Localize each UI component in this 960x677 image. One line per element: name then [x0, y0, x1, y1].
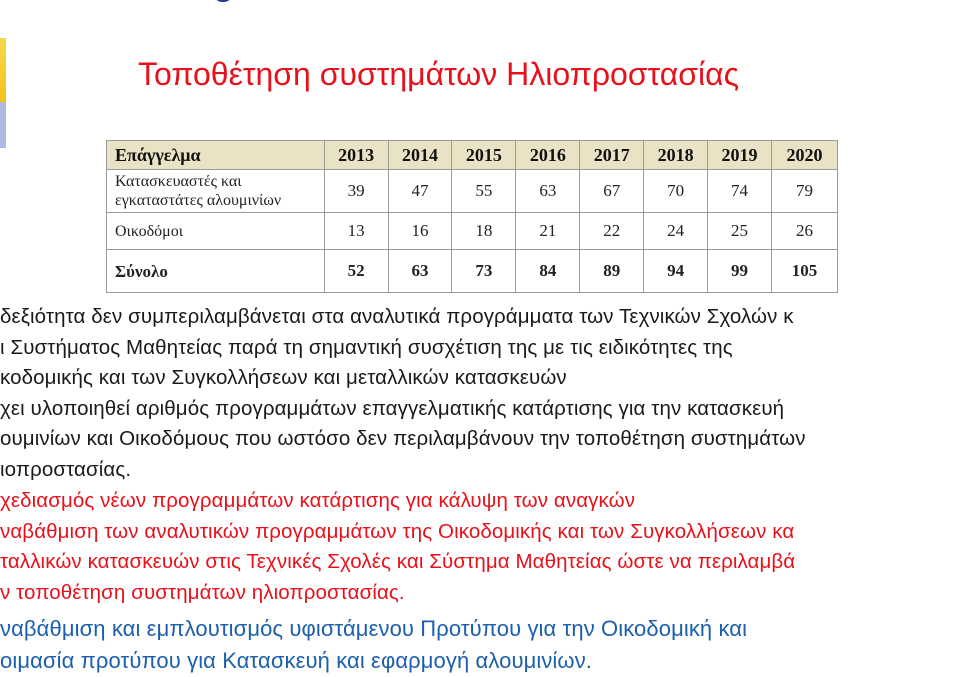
- column-header: 2020: [772, 141, 838, 170]
- text-line: ν τοποθέτηση συστημάτων ηλιοπροστασίας.: [0, 580, 405, 604]
- row-label: Σύνολο: [107, 250, 325, 293]
- table-cell: 99: [708, 250, 772, 293]
- data-table: [106, 140, 838, 293]
- text-line: ναβάθμιση των αναλυτικών προγραμμάτων της Οικοδομικής και των Συγκολλήσεων κα: [0, 519, 795, 543]
- text-line: ι Συστήματος Μαθητείας παρά τη σημαντική συσχέτιση της με τις ειδικότητες της: [0, 335, 733, 359]
- table-cell: 55: [452, 170, 516, 213]
- table-cell: 89: [580, 250, 644, 293]
- text-line: χεδιασμός νέων προγραμμάτων κατάρτισης για κάλυψη των αναγκών: [0, 489, 636, 512]
- table-cell: 25: [708, 213, 772, 250]
- table-cell: 39: [324, 170, 388, 213]
- row-label: [107, 170, 325, 213]
- column-header: 2019: [708, 141, 772, 170]
- body-paragraph-black: [0, 302, 960, 485]
- table-cell: 13: [324, 213, 388, 250]
- left-accent-bar-yellow: [0, 38, 6, 102]
- table-cell: 16: [388, 213, 452, 250]
- top-decoration: [214, 0, 232, 2]
- column-header: 2013: [324, 141, 388, 170]
- table-cell: 67: [580, 170, 644, 213]
- text-line: οιμασία προτύπου για Κατασκευή και εφαρμογή αλουμινίων.: [0, 648, 593, 673]
- text-line: χει υλοποιηθεί αριθμός προγραμμάτων επαγγελματικής κατάρτισης για την κατασκευή: [0, 396, 785, 420]
- table-header-row: [107, 141, 838, 170]
- table-cell: 94: [644, 250, 708, 293]
- slide-title: Τοποθέτηση συστημάτων Ηλιοπροστασίας: [138, 56, 740, 92]
- table-cell: 73: [452, 250, 516, 293]
- column-header: Επάγγελμα: [107, 141, 325, 170]
- column-header: 2014: [388, 141, 452, 170]
- table-cell: 22: [580, 213, 644, 250]
- text-line: ταλλικών κατασκευών στις Τεχνικές Σχολές και Σύστημα Μαθητείας ώστε να περιλαμβά: [0, 550, 796, 573]
- table-cell: 47: [388, 170, 452, 213]
- column-header: 2017: [580, 141, 644, 170]
- table-cell: 70: [644, 170, 708, 213]
- text-line: δεξιότητα δεν συμπεριλαμβάνεται στα αναλυτικά προγράμματα των Τεχνικών Σχολών κ: [0, 305, 794, 328]
- column-header: 2018: [644, 141, 708, 170]
- table-row: [107, 170, 838, 213]
- text-line: κοδομικής και των Συγκολλήσεων και μεταλλικών κατασκευών: [0, 366, 567, 389]
- column-header: 2016: [516, 141, 580, 170]
- row-label-line: Κατασκευαστές και: [115, 173, 242, 190]
- row-label: Οικοδόμοι: [107, 213, 325, 250]
- table-cell: 24: [644, 213, 708, 250]
- table-cell: 21: [516, 213, 580, 250]
- column-header: 2015: [452, 141, 516, 170]
- table-cell: 26: [772, 213, 838, 250]
- table-cell: 79: [772, 170, 838, 213]
- text-line: ουμινίων και Οικοδόμους που ωστόσο δεν περιλαμβάνουν την τοποθέτηση συστημάτων: [0, 427, 806, 450]
- table-cell: 84: [516, 250, 580, 293]
- table-cell: 52: [324, 250, 388, 293]
- table-row: [107, 213, 838, 250]
- body-paragraph-blue: [0, 613, 960, 677]
- table-cell: 63: [388, 250, 452, 293]
- text-line: ιοπροστασίας.: [0, 457, 132, 481]
- table-cell: 105: [772, 250, 838, 293]
- table-cell: 63: [516, 170, 580, 213]
- body-paragraph-red: [0, 486, 960, 608]
- table-cell: 74: [708, 170, 772, 213]
- table-cell: 18: [452, 213, 516, 250]
- text-line: ναβάθμιση και εμπλουτισμός υφιστάμενου Προτύπου για την Οικοδομική και: [0, 616, 748, 641]
- left-accent-bar-blue: [0, 102, 6, 148]
- row-label-line: εγκαταστάτες αλουμινίων: [115, 192, 282, 209]
- table-total-row: [107, 250, 838, 293]
